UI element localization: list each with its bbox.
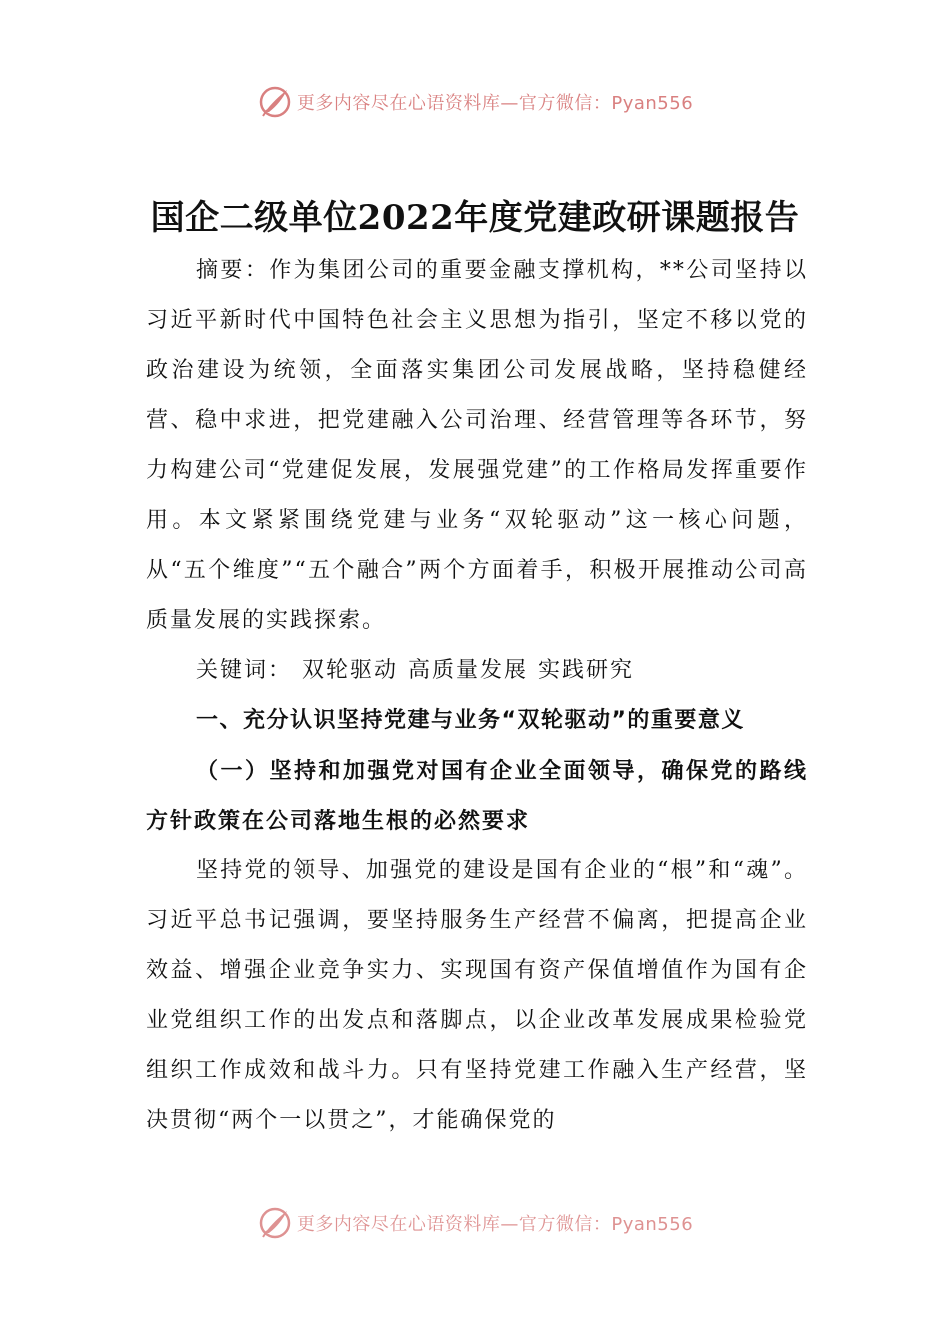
document-title: 国企二级单位2022年度党建政研课题报告: [150, 198, 800, 238]
section-heading: 一、充分认识坚持党建与业务“双轮驱动”的重要意义: [196, 708, 745, 733]
keyword: 高质量发展: [408, 658, 529, 683]
abstract-paragraph: 摘要：作为集团公司的重要金融支撑机构，**公司坚持以习近平新时代中国特色社会主义思想为指引，坚定不移以党的政治建设为统领，全面落实集团公司发展战略，坚持稳健经营、稳中求进，把党建融入公司治理、经营管理等各环节，努力构建公司“党建促发展，发展强党建”的工作格局发挥重要作用。本文紧紧围绕党建与业务“双轮驱动”这一核心问题，从“五个维度”“五个融合”两个方面着手，积极开展推动公司高质量发展的实践探索。: [146, 258, 808, 633]
subsection-heading: （一）坚持和加强党对国有企业全面领导，确保党的路线方针政策在公司落地生根的必然要求: [146, 758, 808, 834]
quill-logo-icon: [257, 1205, 293, 1241]
watermark-text: 更多内容尽在心语资料库—官方微信：Pyan556: [296, 93, 694, 114]
quill-logo-icon: [257, 84, 293, 120]
body-paragraph: 坚持党的领导、加强党的建设是国有企业的“根”和“魂”。习近平总书记强调，要坚持服务生产经营不偏离，把提高企业效益、增强企业竞争实力、实现国有资产保值增值作为国有企业党组织工作的出发点和落脚点，以企业改革发展成果检验党组织工作成效和战斗力。只有坚持党建工作融入生产经营，坚决贯彻“两个一以贯之”，才能确保党的: [146, 858, 808, 1133]
watermark-footer: [0, 1203, 950, 1243]
watermark-header: [0, 82, 950, 122]
watermark-text: 更多内容尽在心语资料库—官方微信：Pyan556: [296, 1214, 694, 1235]
keywords-line: [146, 646, 808, 696]
keywords-label: 关键词：: [196, 658, 293, 683]
keyword: 实践研究: [538, 658, 635, 683]
document-body: [146, 246, 808, 1146]
keyword: 双轮驱动: [302, 658, 399, 683]
